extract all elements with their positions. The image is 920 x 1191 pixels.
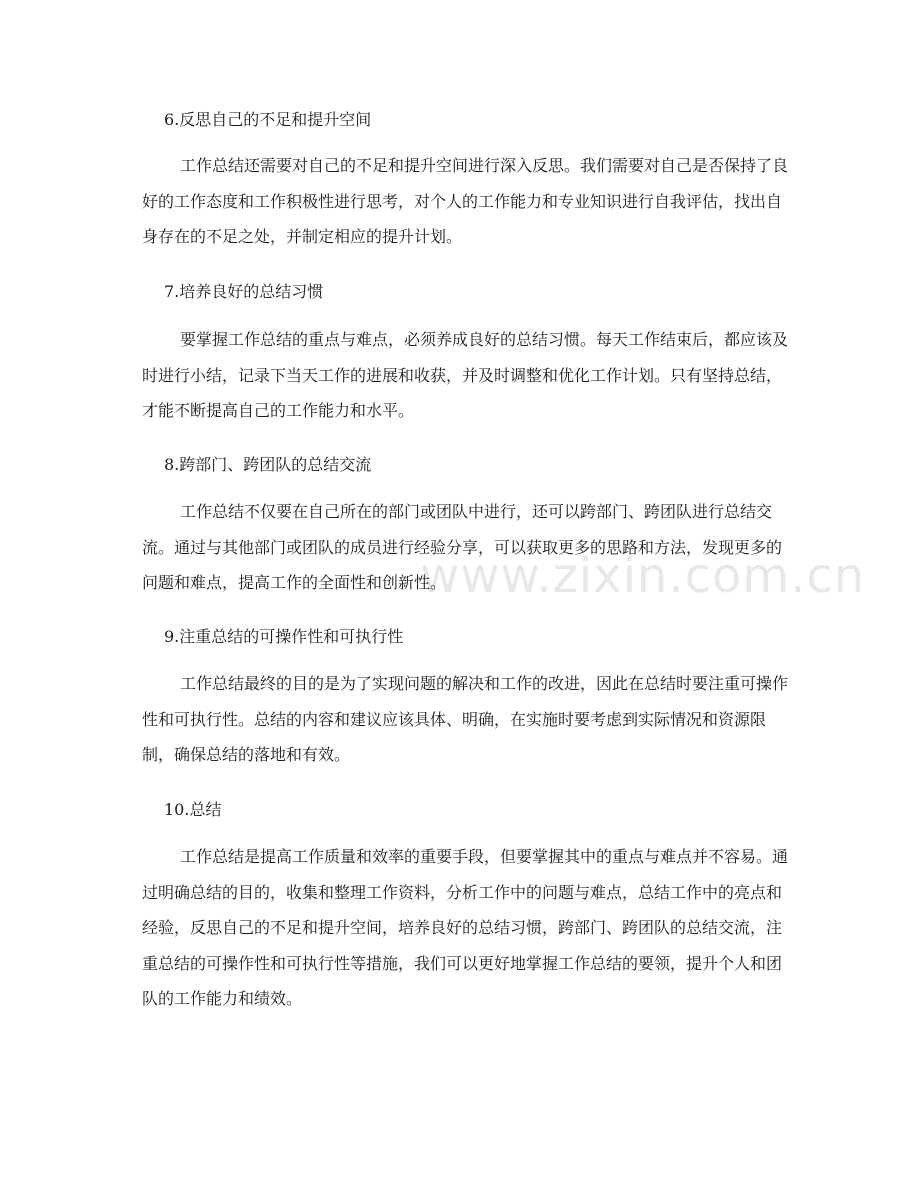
section-paragraph-9: 工作总结最终的目的是为了实现问题的解决和工作的改进，因此在总结时要注重可操作性和可执行性。总结的内容和建议应该具体、明确，在实施时要考虑到实际情况和资源限制，确保总结的落地和有效。 — [142, 674, 789, 764]
section-paragraph-7: 要掌握工作总结的重点与难点，必须养成良好的总结习惯。每天工作结束后，都应该及时进行小结，记录下当天工作的进展和收获，并及时调整和优化工作计划。只有坚持总结，才能不断提高自己的工作能力和水平。 — [142, 330, 789, 420]
section-heading-8: 8.跨部门、跨团队的总结交流 — [164, 455, 372, 474]
section-heading-6: 6.反思自己的不足和提升空间 — [164, 110, 372, 129]
section-heading-9: 9.注重总结的可操作性和可执行性 — [164, 627, 404, 646]
section-heading-10: 10.总结 — [164, 800, 222, 819]
section-paragraph-8: 工作总结不仅要在自己所在的部门或团队中进行，还可以跨部门、跨团队进行总结交流。通过与其他部门或团队的成员进行经验分享，可以获取更多的思路和方法，发现更多的问题和难点，提高工作的全面性和创新性。 — [142, 502, 783, 592]
section-heading-7: 7.培养良好的总结习惯 — [164, 282, 324, 301]
section-paragraph-10: 工作总结是提高工作质量和效率的重要手段，但要掌握其中的重点与难点并不容易。通过明确总结的目的，收集和整理工作资料，分析工作中的问题与难点，总结工作中的亮点和经验，反思自己的不足和提升空间，培养良好的总结习惯，跨部门、跨团队的总结交流，注重总结的可操作性和可执行性等措施，我们可以更好地掌握工作总结的要领，提升个人和团队的工作能力和绩效。 — [142, 847, 789, 1008]
section-paragraph-6: 工作总结还需要对自己的不足和提升空间进行深入反思。我们需要对自己是否保持了良好的工作态度和工作积极性进行思考，对个人的工作能力和专业知识进行自我评估，找出自身存在的不足之处，并制定相应的提升计划。 — [142, 156, 789, 246]
watermark: www.zixin.com.cn — [420, 548, 866, 604]
